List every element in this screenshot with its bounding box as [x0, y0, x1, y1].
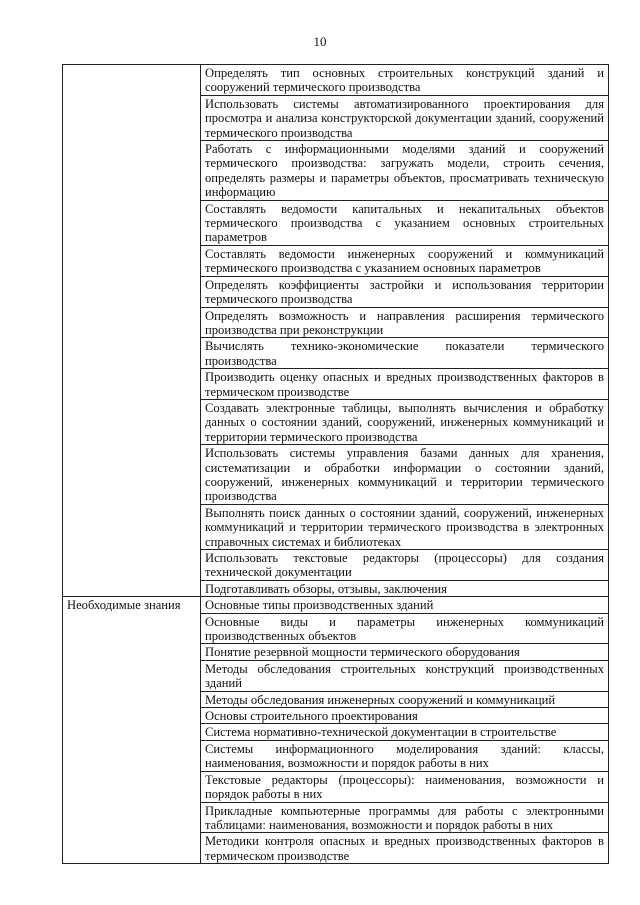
knowledge-label-cell: Необходимые знания	[63, 597, 201, 864]
knowledge-cell: Текстовые редакторы (процессоры): наименования, возможности и порядок работы в них	[201, 771, 609, 802]
knowledge-cell: Понятие резервной мощности термического оборудования	[201, 644, 609, 660]
skill-cell: Определять тип основных строительных конструкций зданий и сооружений термического производства	[201, 65, 609, 96]
skill-cell: Составлять ведомости капитальных и некапитальных объектов термического производства с указанием основных строительных параметров	[201, 200, 609, 245]
skill-cell: Использовать системы автоматизированного проектирования для просмотра и анализа конструкторской документации зданий, сооружений термического производства	[201, 95, 609, 140]
knowledge-cell: Методы обследования инженерных сооружений и коммуникаций	[201, 691, 609, 707]
knowledge-cell: Прикладные компьютерные программы для работы с электронными таблицами: наименования, возможности и порядок работы в них	[201, 802, 609, 833]
knowledge-cell: Система нормативно-технической документации в строительстве	[201, 724, 609, 740]
skill-cell: Использовать текстовые редакторы (процессоры) для создания технической документации	[201, 550, 609, 581]
skill-cell: Вычислять технико-экономические показатели термического производства	[201, 338, 609, 369]
knowledge-cell: Методики контроля опасных и вредных производственных факторов в термическом производстве	[201, 833, 609, 864]
skill-cell: Определять коэффициенты застройки и использования территории термического производства	[201, 276, 609, 307]
knowledge-cell: Системы информационного моделирования зданий: классы, наименования, возможности и порядок работы в них	[201, 740, 609, 771]
skill-cell: Составлять ведомости инженерных сооружений и коммуникаций термического производства с указанием основных параметров	[201, 245, 609, 276]
skill-cell: Создавать электронные таблицы, выполнять вычисления и обработку данных о состоянии зданий, сооружений, инженерных коммуникаций и территории термического производства	[201, 399, 609, 444]
competency-table	[62, 64, 609, 864]
skills-label-cell	[63, 65, 201, 597]
knowledge-cell: Основные виды и параметры инженерных коммуникаций производственных объектов	[201, 613, 609, 644]
knowledge-cell: Основные типы производственных зданий	[201, 597, 609, 613]
skill-cell: Определять возможность и направления расширения термического производства при реконструкции	[201, 307, 609, 338]
knowledge-cell: Основы строительного проектирования	[201, 708, 609, 724]
skill-cell: Подготавливать обзоры, отзывы, заключения	[201, 580, 609, 596]
skill-cell: Использовать системы управления базами данных для хранения, систематизации и обработки информации о состоянии зданий, сооружений, инженерных коммуникаций и территории термического производства	[201, 445, 609, 505]
skill-cell: Работать с информационными моделями зданий и сооружений термического производства: загружать модели, строить сечения, определять размеры и параметры объектов, просматривать техническую информацию	[201, 141, 609, 201]
knowledge-cell: Методы обследования строительных конструкций производственных зданий	[201, 660, 609, 691]
page-number: 10	[313, 34, 327, 49]
skill-cell: Выполнять поиск данных о состоянии зданий, сооружений, инженерных коммуникаций и территории термического производства в электронных справочных системах и библиотеках	[201, 504, 609, 549]
skill-cell: Производить оценку опасных и вредных производственных факторов в термическом производстве	[201, 369, 609, 400]
table-row	[63, 597, 609, 613]
table-row	[63, 65, 609, 96]
